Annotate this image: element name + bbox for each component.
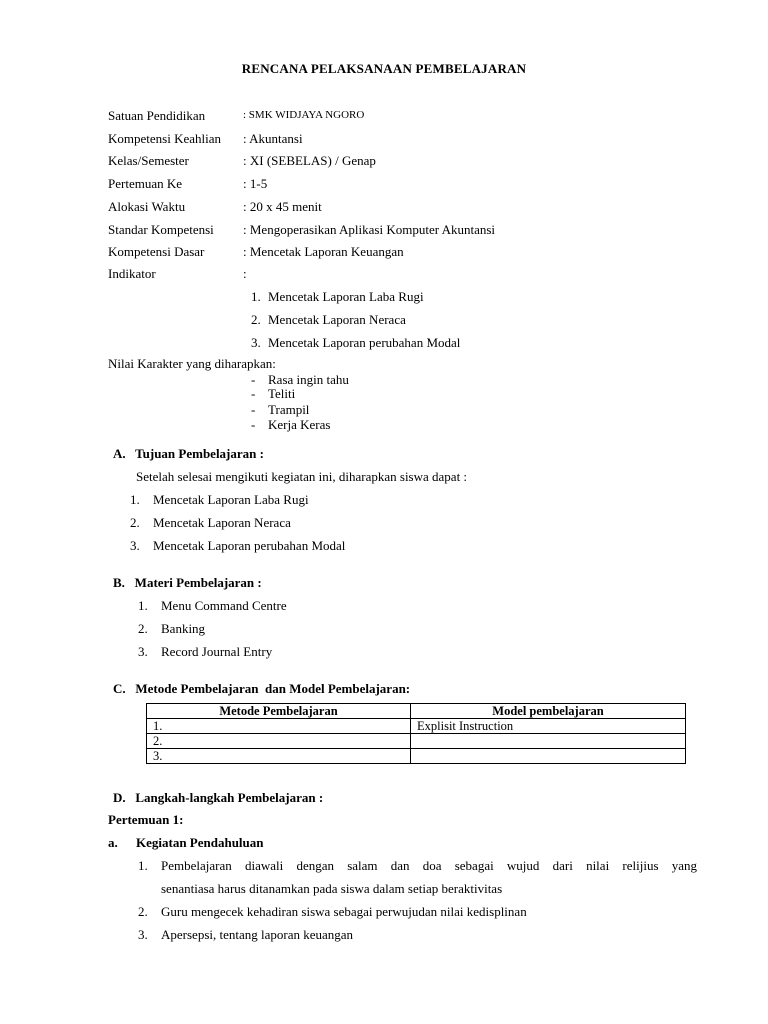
indikator-item: Mencetak Laporan Neraca [268, 312, 406, 327]
value-standar-kompetensi: : Mengoperasikan Aplikasi Komputer Akuntansi [243, 222, 496, 237]
nilai-karakter-item: Rasa ingin tahu [268, 372, 349, 387]
table-cell: Explisit Instruction [411, 719, 686, 734]
tujuan-item: Mencetak Laporan perubahan Modal [153, 538, 346, 553]
value-alokasi-waktu: : 20 x 45 menit [243, 199, 322, 214]
materi-item: Menu Command Centre [161, 598, 287, 613]
value-kompetensi-keahlian: : Akuntansi [243, 131, 303, 146]
bullet-dash: - [251, 386, 256, 401]
materi-item: Record Journal Entry [161, 644, 273, 659]
section-b-heading: B. Materi Pembelajaran : [113, 575, 262, 590]
nilai-karakter-item: Kerja Keras [268, 417, 331, 432]
value-kelas-semester: : XI (SEBELAS) / Genap [243, 153, 376, 168]
table-cell [411, 749, 686, 764]
list-num: 1. [138, 598, 148, 613]
list-num: 2. [130, 515, 140, 530]
label-kompetensi-keahlian: Kompetensi Keahlian [108, 131, 221, 146]
indikator-num: 2. [251, 312, 261, 327]
nilai-karakter-item: Trampil [268, 402, 310, 417]
table-cell: 3. [147, 749, 411, 764]
section-d-heading: D. Langkah-langkah Pembelajaran : [113, 790, 324, 805]
label-satuan-pendidikan: Satuan Pendidikan [108, 108, 206, 123]
step-text-line: Pembelajaran diawali dengan salam dan doa sebagai wujud dari nilai relijius yang [161, 858, 697, 873]
table-header-cell: Metode Pembelajaran [147, 704, 411, 719]
list-num: 2. [138, 621, 148, 636]
section-a-heading: A. Tujuan Pembelajaran : [113, 446, 264, 461]
list-num: 1. [130, 492, 140, 507]
step-text-line: Guru mengecek kehadiran siswa sebagai perwujudan nilai kedisplinan [161, 904, 527, 919]
step-text-line: Apersepsi, tentang laporan keuangan [161, 927, 354, 942]
label-alokasi-waktu: Alokasi Waktu [108, 199, 186, 214]
indikator-item: Mencetak Laporan Laba Rugi [268, 289, 424, 304]
label-kompetensi-dasar: Kompetensi Dasar [108, 244, 205, 259]
list-num: 1. [138, 858, 148, 873]
table-row [147, 749, 686, 764]
bullet-dash: - [251, 372, 256, 387]
sub-a-num: a. [108, 835, 118, 850]
nilai-karakter-label: Nilai Karakter yang diharapkan: [108, 356, 276, 371]
bullet-dash: - [251, 417, 256, 432]
value-pertemuan-ke: : 1-5 [243, 176, 268, 191]
label-indikator: Indikator [108, 266, 156, 281]
sub-a-title: Kegiatan Pendahuluan [136, 835, 264, 850]
value-satuan-pendidikan: : SMK WIDJAYA NGORO [243, 109, 365, 121]
list-num: 3. [130, 538, 140, 553]
section-a-intro: Setelah selesai mengikuti kegiatan ini, diharapkan siswa dapat : [136, 469, 468, 484]
page-title: RENCANA PELAKSANAAN PEMBELAJARAN [241, 61, 527, 76]
table-cell: 1. [147, 719, 411, 734]
list-num: 2. [138, 904, 148, 919]
indikator-num: 1. [251, 289, 261, 304]
label-kelas-semester: Kelas/Semester [108, 153, 189, 168]
table-header-cell: Model pembelajaran [411, 704, 686, 719]
label-pertemuan-ke: Pertemuan Ke [108, 176, 183, 191]
list-num: 3. [138, 927, 148, 942]
table-cell [411, 734, 686, 749]
metode-table [146, 703, 686, 764]
nilai-karakter-item: Teliti [268, 386, 296, 401]
step-text-line: senantiasa harus ditanamkan pada siswa dalam setiap beraktivitas [161, 881, 503, 896]
bullet-dash: - [251, 402, 256, 417]
indikator-num: 3. [251, 335, 261, 350]
label-standar-kompetensi: Standar Kompetensi [108, 222, 214, 237]
section-c-heading: C. Metode Pembelajaran dan Model Pembelajaran: [113, 681, 411, 696]
indikator-item: Mencetak Laporan perubahan Modal [268, 335, 461, 350]
tujuan-item: Mencetak Laporan Laba Rugi [153, 492, 309, 507]
value-kompetensi-dasar: : Mencetak Laporan Keuangan [243, 244, 404, 259]
table-cell: 2. [147, 734, 411, 749]
materi-item: Banking [161, 621, 206, 636]
table-header-row [147, 704, 686, 719]
value-indikator: : [243, 266, 247, 281]
pertemuan-heading: Pertemuan 1: [108, 812, 184, 827]
table-row [147, 719, 686, 734]
list-num: 3. [138, 644, 148, 659]
table-row [147, 734, 686, 749]
tujuan-item: Mencetak Laporan Neraca [153, 515, 291, 530]
